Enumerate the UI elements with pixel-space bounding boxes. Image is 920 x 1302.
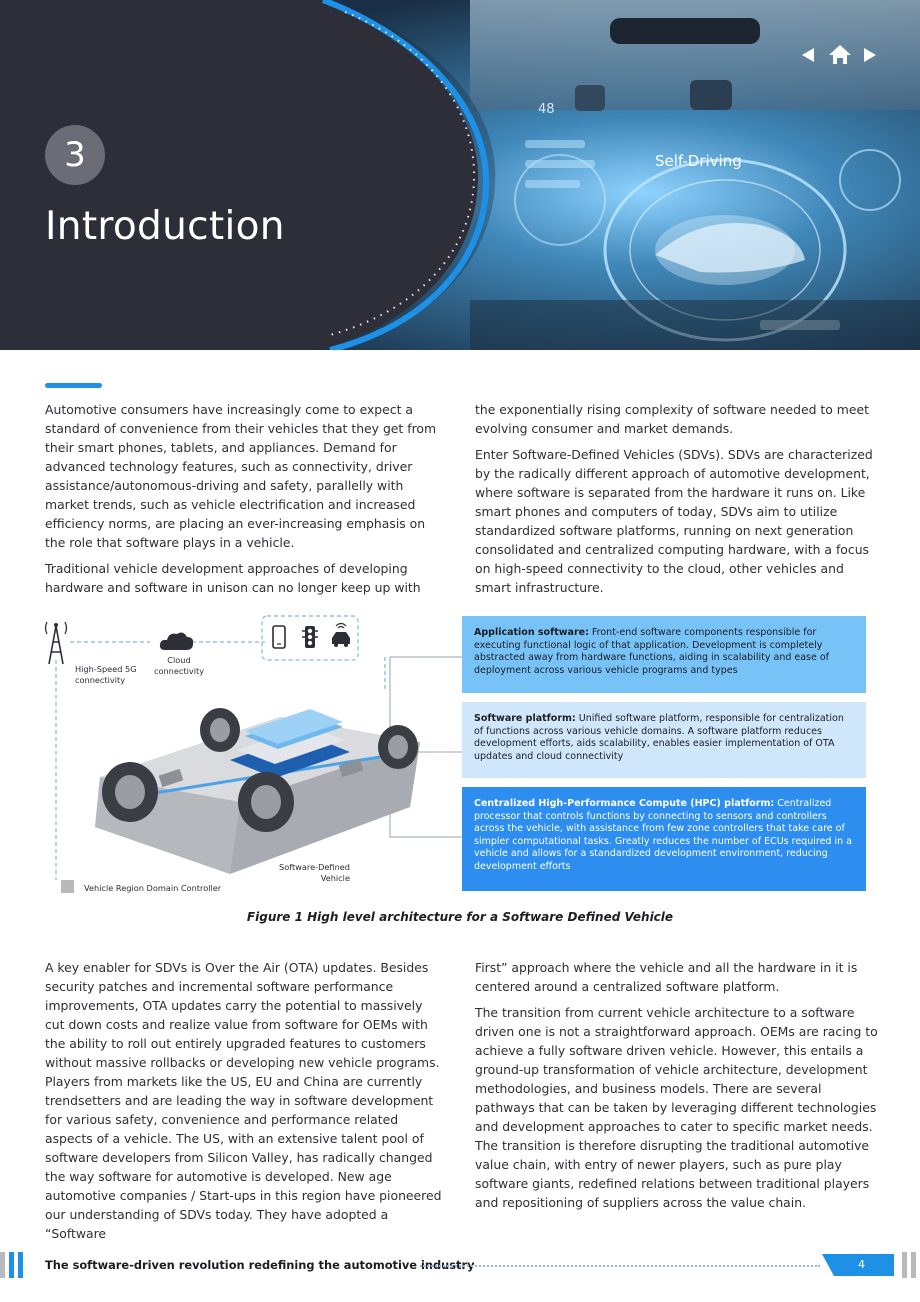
page-title: Introduction [45,204,285,249]
box-title: Software platform: [474,713,576,724]
vehicle-chassis-illustration [95,708,420,874]
legend-label: Vehicle Region Domain Controller [84,883,222,893]
paragraph: the exponentially rising complexity of software needed to meet evolving consumer and market demands. [475,402,869,436]
footer-bars-right [902,1252,920,1278]
intro-column-left [45,400,445,604]
connected-car-icon [332,624,350,648]
label-5g-connectivity: High-Speed 5G connectivity [75,664,137,685]
hpc-platform-box [462,787,866,891]
body-column-right [475,958,880,1219]
footer-title: The software-driven revolution redefining the automotive industry [45,1258,475,1272]
box-title: Application software: [474,627,589,638]
title-panel-shape [0,0,920,350]
intro-column-right [475,400,880,604]
body-column-left [45,958,445,1250]
application-software-box [462,616,866,693]
paragraph: Traditional vehicle development approaches of developing hardware and software in unison can no longer keep up with [45,561,421,595]
figure-caption: Figure 1 High level architecture for a Software Defined Vehicle [246,910,674,924]
paragraph: First” approach where the vehicle and all the hardware in it is centered around a centralized software platform. [475,960,858,994]
paragraph: A key enabler for SDVs is Over the Air (OTA) updates. Besides security patches and incremental software performance improvements, OTA updates carry the potential to massively cut down costs and realize value from software for OEMs with the ability to roll out entirely upgraded features to customers without massive rollbacks or developing new vehicle programs. Players from markets like the US, EU and China are currently trendsetters and are leading the way in software development for various safety, convenience and performance related aspects of a vehicle. The US, with an extensive talent pool of software developers from Silicon Valley, has radically changed the way software for automotive is developed. New age automotive companies / Start-ups in this region have pioneered our understanding of SDVs today. They have adopted a “Software [45,960,442,1241]
footer-bars-left [0,1252,32,1278]
next-page-icon[interactable] [864,48,876,62]
label-cloud-connectivity: Cloud connectivity [153,655,205,676]
home-icon[interactable] [829,45,851,64]
accent-bar [45,383,102,388]
page-navigation [800,44,880,66]
smartphone-icon [273,626,285,648]
box-text: Front-end software components responsible for executing functional logic of that application. Development is completely abstracted away from hardware functions, aiding in scalability and ease of deployment across various vehicle programs and types [474,627,830,676]
box-text: Unified software platform, responsible for centralization of functions across various vehicle domains. A software platform reduces development efforts, aids scalability, enables easier implementation of OTA updates and cloud connectivity [474,713,844,762]
paragraph: Automotive consumers have increasingly come to expect a standard of convenience from their vehicles that they get from their smart phones, tablets, and appliances. Demand for advanced technology features, such as connectivity, driver assistance/autonomous-driving and safety, parallelly with market trends, such as vehicle electrification and increased efficiency norms, are placing an ever-increasing emphasis on the role that software plays in a vehicle. [45,402,437,550]
traffic-light-icon [302,626,318,648]
legend-swatch [61,880,74,893]
cloud-icon [160,633,193,650]
paragraph: The transition from current vehicle architecture to a software driven one is not a straightforward approach. OEMs are racing to achieve a fully software driven vehicle. However, this entails a ground-up transformation of vehicle architecture, development methodologies, and business models. There are several pathways that can be taken by leveraging different technologies and development approaches to cater to specific market needs. The transition is therefore disrupting the traditional automotive value chain, with entry of newer players, such as pure play software giants, redefined relations between traditional players and repositioning of suppliers across the value chain. [475,1005,878,1210]
hero-self-driving-label: Self-Driving [655,152,742,170]
previous-page-icon[interactable] [802,48,814,62]
section-number-badge: 3 [45,125,105,185]
software-platform-box [462,702,866,778]
label-software-defined-vehicle: Software-Defined Vehicle [279,862,350,883]
hero-banner [0,0,920,350]
paragraph: Enter Software-Defined Vehicles (SDVs). SDVs are characterized by the radically different approach of automotive development, where software is separated from the hardware it runs on. Like smart phones and computers of today, SDVs aim to utilize standardized software platforms, running on next generation consolidated and centralized computing hardware, with a focus on high-speed connectivity to the cloud, other vehicles and smart infrastructure. [475,447,873,595]
page-number: 4 [858,1258,865,1271]
footer-dotted-rule [420,1265,820,1267]
cell-tower-icon [46,622,67,664]
hero-speed-number: 48 [538,102,555,117]
box-title: Centralized High-Performance Compute (HPC) platform: [474,798,775,809]
box-text: Centralized processor that controls functions by connecting to sensors and controllers across the vehicle, with assistance from few zone controllers that take care of simpler computational tasks. Greatly reduces the number of ECUs required in a vehicle and allows for a standardized development environment, reducing development efforts [474,798,852,872]
